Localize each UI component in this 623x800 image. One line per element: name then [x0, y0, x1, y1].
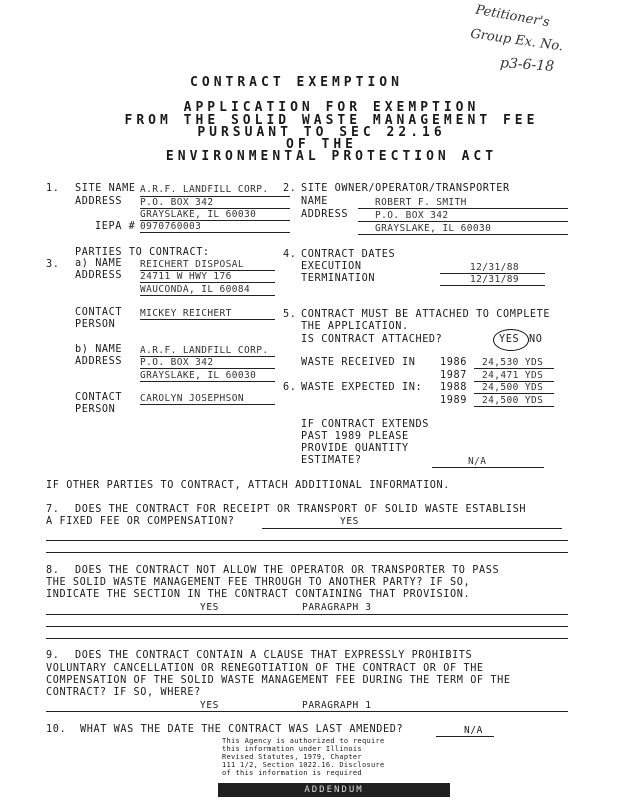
- question-10-number: 10.: [46, 724, 67, 735]
- contract-attached-line1: CONTRACT MUST BE ATTACHED TO COMPLETE: [301, 309, 551, 320]
- site-address-line2: GRAYSLAKE, IL 60030: [140, 209, 257, 220]
- waste-received-label: WASTE RECEIVED IN: [301, 357, 416, 368]
- question-7-answer-line: [262, 528, 562, 529]
- section-5-number: 5.: [283, 309, 297, 320]
- party-a-person-label: PERSON: [75, 319, 116, 330]
- section-3-number: 3.: [46, 259, 60, 270]
- party-b-contact-underline: [140, 404, 275, 405]
- section-2-number: 2.: [283, 183, 297, 194]
- waste-1986-underline: [474, 368, 554, 369]
- party-b-person-label: PERSON: [75, 404, 116, 415]
- contract-attached-question: IS CONTRACT ATTACHED?: [301, 334, 443, 345]
- waste-value-1987: 24,471 YDS: [482, 370, 544, 381]
- question-8-blank-line1: [46, 626, 568, 627]
- party-b-name-value: A.R.F. LANDFILL CORP.: [140, 345, 269, 356]
- termination-underline: [440, 285, 545, 286]
- party-a-contact-value: MICKEY REICHERT: [140, 308, 232, 319]
- waste-value-1988: 24,500 YDS: [482, 382, 544, 393]
- execution-value: 12/31/88: [470, 262, 519, 273]
- party-a-name-value: REICHERT DISPOSAL: [140, 259, 245, 270]
- party-a-address-line2: WAUCONDA, IL 60084: [140, 284, 251, 295]
- owner-address-line1: P.O. BOX 342: [375, 210, 449, 221]
- footer-stamp: ADDENDUM: [218, 783, 450, 797]
- party-a-contact-label: CONTACT: [75, 307, 123, 318]
- party-a-name-label: a) NAME: [75, 258, 123, 269]
- termination-value: 12/31/89: [470, 274, 519, 285]
- waste-expected-label: WASTE EXPECTED IN:: [301, 382, 423, 393]
- party-b-name-label: b) NAME: [75, 344, 123, 355]
- waste-year-1989: 1989: [440, 395, 467, 406]
- section-1-number: 1.: [46, 183, 60, 194]
- footer-line2: this information under Illinois: [222, 745, 362, 753]
- form-heading-2: FROM THE SOLID WASTE MANAGEMENT FEE: [124, 113, 539, 128]
- contract-dates-label: CONTRACT DATES: [301, 249, 396, 260]
- execution-label: EXECUTION: [301, 261, 362, 272]
- extends-line3: PROVIDE QUANTITY: [301, 443, 409, 454]
- question-7-line2: A FIXED FEE OR COMPENSATION?: [46, 516, 235, 527]
- question-9-line3: COMPENSATION OF THE SOLID WASTE MANAGEMENT FEE DURING THE TERM OF THE: [46, 675, 511, 686]
- owner-address-line2: GRAYSLAKE, IL 60030: [375, 223, 492, 234]
- form-title: CONTRACT EXEMPTION: [190, 75, 403, 90]
- extends-line1: IF CONTRACT EXTENDS: [301, 419, 429, 430]
- party-b-contact-value: CAROLYN JOSEPHSON: [140, 393, 245, 404]
- waste-1989-underline: [474, 406, 554, 407]
- contract-attached-yes: YES: [499, 334, 520, 345]
- question-7-blank-line2: [46, 552, 568, 553]
- owner-operator-label: SITE OWNER/OPERATOR/TRANSPORTER: [301, 183, 510, 194]
- question-10-answer: N/A: [464, 725, 483, 736]
- parties-to-contract-label: PARTIES TO CONTRACT:: [75, 247, 210, 258]
- question-9-section: PARAGRAPH 1: [302, 700, 372, 711]
- question-8-line2: THE SOLID WASTE MANAGEMENT FEE THROUGH TO ANOTHER PARTY? IF SO,: [46, 577, 471, 588]
- party-b-address-line2: GRAYSLAKE, IL 60030: [140, 370, 257, 381]
- waste-year-1986: 1986: [440, 357, 467, 368]
- footer-line5: of this information is required: [222, 769, 362, 777]
- extends-answer: N/A: [468, 456, 487, 467]
- question-8-blank-line2: [46, 638, 568, 639]
- other-parties-note: IF OTHER PARTIES TO CONTRACT, ATTACH ADDITIONAL INFORMATION.: [46, 480, 451, 491]
- party-b-address-underline2: [140, 381, 275, 382]
- form-heading-1: APPLICATION FOR EXEMPTION: [183, 100, 480, 115]
- site-address-line1: P.O. BOX 342: [140, 197, 214, 208]
- party-a-contact-underline: [140, 319, 275, 320]
- question-8-line1: DOES THE CONTRACT NOT ALLOW THE OPERATOR OR TRANSPORTER TO PASS: [75, 565, 500, 576]
- question-8-answer: YES: [200, 602, 219, 613]
- waste-value-1986: 24,530 YDS: [482, 357, 544, 368]
- site-name-value: A.R.F. LANDFILL CORP.: [140, 184, 269, 195]
- question-10-line1: WHAT WAS THE DATE THE CONTRACT WAS LAST AMENDED?: [80, 724, 404, 735]
- footer-line4: 111 1/2, Section 1022.16. Disclosure: [222, 761, 385, 769]
- handwritten-note-line2: Group Ex. No.: [469, 26, 565, 55]
- party-b-address-line1: P.O. BOX 342: [140, 357, 214, 368]
- footer-line1: This Agency is authorized to require: [222, 737, 385, 745]
- handwritten-note-line1: Petitioner's: [474, 2, 551, 31]
- party-b-address-label: ADDRESS: [75, 356, 123, 367]
- question-9-answer: YES: [200, 700, 219, 711]
- section-6-number: 6.: [283, 382, 297, 393]
- question-9-line4: CONTRACT? IF SO, WHERE?: [46, 687, 201, 698]
- contract-attached-line2: THE APPLICATION.: [301, 321, 409, 332]
- party-b-address-underline1: [140, 368, 275, 369]
- form-heading-3: PURSUANT TO SEC 22.16: [197, 125, 446, 140]
- waste-value-1989: 24,500 YDS: [482, 395, 544, 406]
- waste-year-1988: 1988: [440, 382, 467, 393]
- extends-answer-underline: [432, 467, 544, 468]
- party-a-address-underline1: [140, 282, 275, 283]
- question-9-number: 9.: [46, 650, 60, 661]
- question-7-answer: YES: [340, 516, 359, 527]
- question-8-answer-line: [46, 614, 568, 615]
- waste-1988-underline: [474, 393, 554, 394]
- section-4-number: 4.: [283, 249, 297, 260]
- party-a-address-label: ADDRESS: [75, 270, 123, 281]
- footer-line3: Revised Statutes, 1979, Chapter: [222, 753, 362, 761]
- question-7-number: 7.: [46, 504, 60, 515]
- owner-name-underline: [358, 208, 568, 209]
- owner-address-label: ADDRESS: [301, 209, 349, 220]
- owner-address-underline2: [358, 234, 568, 235]
- question-7-line1: DOES THE CONTRACT FOR RECEIPT OR TRANSPORT OF SOLID WASTE ESTABLISH: [75, 504, 527, 515]
- owner-name-label: NAME: [301, 196, 328, 207]
- extends-line4: ESTIMATE?: [301, 455, 362, 466]
- party-a-address-underline2: [140, 295, 275, 296]
- termination-label: TERMINATION: [301, 273, 376, 284]
- waste-year-1987: 1987: [440, 370, 467, 381]
- form-heading-4: OF THE: [286, 137, 357, 152]
- question-9-line1: DOES THE CONTRACT CONTAIN A CLAUSE THAT EXPRESSLY PROHIBITS: [75, 650, 473, 661]
- owner-name-value: ROBERT F. SMITH: [375, 197, 467, 208]
- site-name-label: SITE NAME: [75, 183, 136, 194]
- iepa-label: IEPA #: [95, 221, 136, 232]
- contract-attached-no: NO: [529, 334, 543, 345]
- question-8-line3: INDICATE THE SECTION IN THE CONTRACT CONTAINING THAT PROVISION.: [46, 589, 471, 600]
- iepa-underline: [140, 232, 290, 233]
- question-9-line2: VOLUNTARY CANCELLATION OR RENEGOTIATION OF THE CONTRACT OR OF THE: [46, 663, 484, 674]
- question-10-answer-line: [436, 736, 494, 737]
- handwritten-note-line3: p3-6-18: [499, 55, 555, 75]
- question-8-section: PARAGRAPH 3: [302, 602, 372, 613]
- question-8-number: 8.: [46, 565, 60, 576]
- question-7-blank-line1: [46, 540, 568, 541]
- owner-address-underline1: [358, 221, 568, 222]
- form-heading-5: ENVIRONMENTAL PROTECTION ACT: [165, 149, 498, 164]
- party-a-address-line1: 24711 W HWY 176: [140, 271, 232, 282]
- iepa-value: 0970760003: [140, 221, 202, 232]
- site-address-label: ADDRESS: [75, 196, 123, 207]
- extends-line2: PAST 1989 PLEASE: [301, 431, 409, 442]
- party-b-contact-label: CONTACT: [75, 392, 123, 403]
- question-9-answer-line: [46, 711, 568, 712]
